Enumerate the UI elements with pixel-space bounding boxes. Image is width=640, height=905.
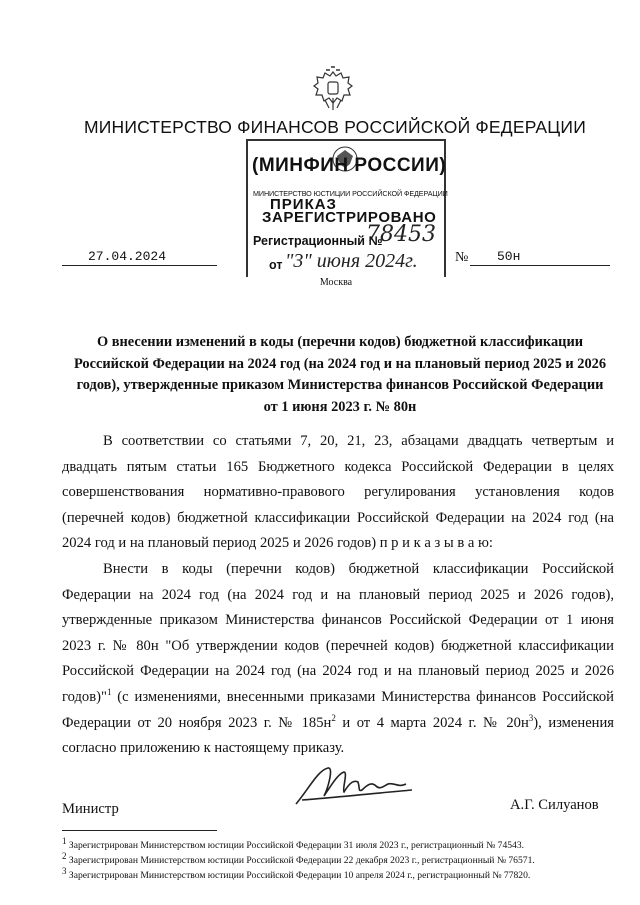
stamp-registered: ЗАРЕГИСТРИРОВАНО [262,209,437,226]
footnote-3: $^3$ Зарегистрирован Министерством юстиции Российской Федерации 10 апреля 2024 г., регистрационный № 77820. [62,865,531,881]
footnote-2: $^2$ Зарегистрирован Министерством юстиции Российской Федерации 22 декабря 2023 г., регистрационный № 76571. [62,850,535,866]
stamp-regnum-value: 78453 [366,222,436,247]
order-number: 50н [497,249,521,264]
stamp-org: МИНИСТЕРСТВО ЮСТИЦИИ РОССИЙСКОЙ ФЕДЕРАЦИИ [253,189,448,198]
ministry-name: МИНИСТЕРСТВО ФИНАНСОВ РОССИЙСКОЙ ФЕДЕРАЦИИ [83,117,586,137]
handwritten-signature [288,760,418,810]
footnote-divider [62,830,217,831]
coat-of-arms-icon [311,66,355,114]
stamp-regnum-label: Регистрационный № [253,234,383,248]
date-underline [62,265,217,266]
stamp-regdate-value: "3" июня 2024г. [285,250,418,272]
stamp-prikaz: ПРИКАЗ [270,196,337,213]
paragraph-1: В соответствии со статьями 7, 20, 21, 23, абзацами двадцать четвертым и двадцать пятым статьи 165 Бюджетного кодекса Российской Федерации в целях совершенствования нормативно-правового регулирования установления кодов (перечней кодов) бюджетной классификации Российской Федерации на 2024 год (на 2024 год и на плановый период 2025 и 2026 годов) п р и к а з ы в а ю: [62,433,614,552]
number-sign: № [455,250,469,265]
signer-name: А.Г. Силуанов [510,797,599,813]
signer-position: Министр [62,801,119,817]
number-underline [470,265,610,266]
stamp-minfin: (МИНФИН РОССИИ) [252,155,447,176]
order-date: 27.04.2024 [88,249,167,264]
city: Москва [319,277,353,288]
footnote-1: $^1$ Зарегистрирован Министерством юстиции Российской Федерации 31 июля 2023 г., регистрационный № 74543. [62,835,525,851]
order-title: О внесении изменений в коды (перечни кодов) бюджетной классификации Российской Федерации на 2024 год (на 2024 год и на плановый период 2025 и 2026 годов), утвержденные приказом Министерства финансов Российской Федерации от 1 июня 2023 г. № 80н [73,334,607,415]
stamp-regdate-label: от [269,258,283,272]
footnotes [62,835,622,883]
paragraph-2: Внести в коды (перечни кодов) бюджетной классификации Российской Федерации на 2024 год (на 2024 год и на плановый период 2025 и 2026 годов), утвержденные приказом Министерства финансов Российской Федерации от 1 июня 2023 г. № 80н "Об утверждении кодов (перечней кодов) бюджетной классификации Российской Федерации на 2024 год (на 2024 год и на плановый период 2025 и 2026 годов)"$^1$ (с изменениями, внесенными приказами Министерства финансов Российской Федерации от 20 ноября 2023 г. № $185н^2$ и от 4 марта 2024 г. № $20н^3$), изменения согласно приложению к настоящему приказу. [62,560,615,757]
order-body [62,429,614,762]
